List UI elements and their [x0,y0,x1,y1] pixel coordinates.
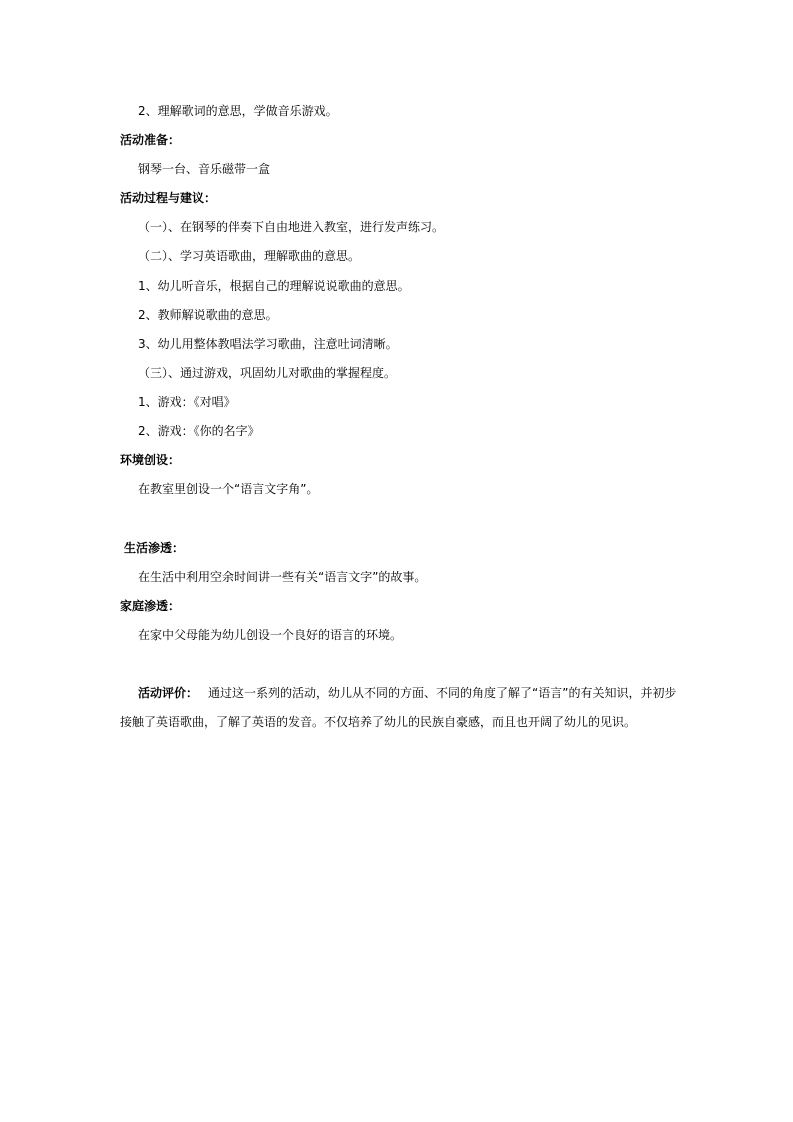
prep-text: 钢琴一台、音乐磁带一盒 [138,162,271,176]
env-heading: 环境创设： [120,453,181,467]
eval-text: 通过这一系列的活动，幼儿从不同的方面、不同的角度了解了“语言”的有关知识，并初步接触了英语歌曲，了解了英语的发音。不仅培养了幼儿的民族自豪感，而且也开阔了幼儿的见识。 [120,686,677,729]
process-step-2-2: 2、教师解说歌曲的意思。 [138,308,278,322]
process-step-2-1: 1、幼儿听音乐，根据自己的理解说说歌曲的意思。 [138,279,410,293]
family-text: 在家中父母能为幼儿创设一个良好的语言的环境。 [138,628,403,642]
prep-heading: 活动准备： [120,133,181,147]
process-step-1: （一）、在钢琴的伴奏下自由地进入教室，进行发声练习。 [138,220,445,234]
life-heading: 生活渗透： [124,541,185,555]
evaluation-paragraph [120,679,680,737]
process-step-3: （三）、通过游戏，巩固幼儿对歌曲的掌握程度。 [138,366,397,380]
process-step-2: （二）、学习英语歌曲，理解歌曲的意思。 [138,249,361,263]
eval-heading: 活动评价： [138,686,199,700]
process-heading: 活动过程与建议： [120,191,217,205]
process-step-2-3: 3、幼儿用整体教唱法学习歌曲，注意吐词清晰。 [138,337,398,351]
goal-item-2: 2、理解歌词的意思，学做音乐游戏。 [138,104,338,118]
family-heading: 家庭渗透： [120,599,181,613]
life-text: 在生活中利用空余时间讲一些有关“语言文字”的故事。 [138,570,427,584]
env-text: 在教室里创设一个“语言文字角”。 [138,482,319,496]
game-item-1: 1、游戏：《对唱》 [138,395,236,409]
game-item-2: 2、游戏：《你的名字》 [138,424,260,438]
